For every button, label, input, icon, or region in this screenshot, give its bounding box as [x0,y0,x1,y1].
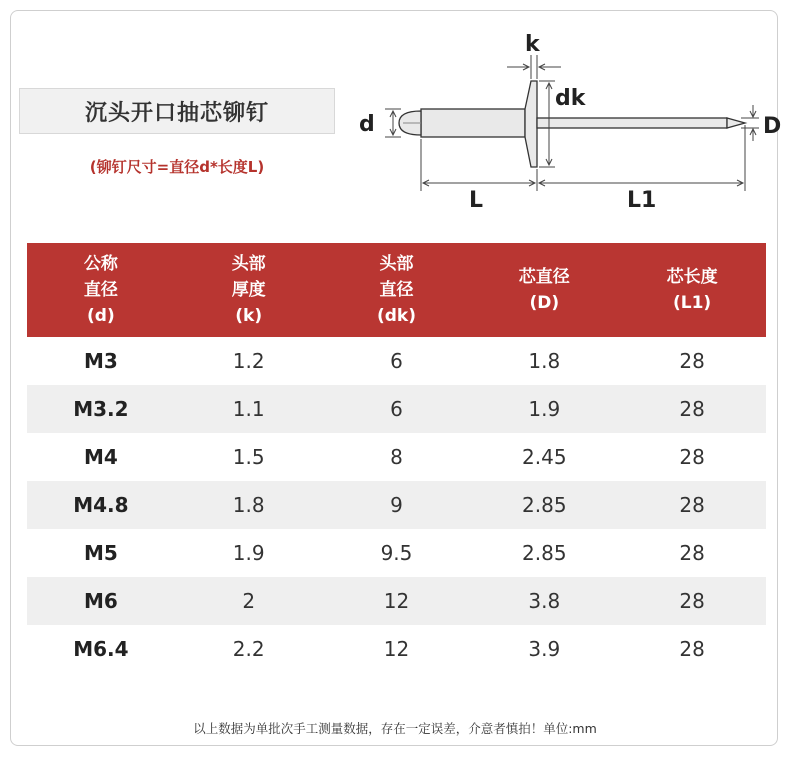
header-mandrel-length: 芯长度 (L1) [666,267,718,313]
table-row [27,625,766,673]
cell-D: 2.85 [522,541,567,565]
label-dk: dk [555,86,586,111]
cell-size: M6 [83,589,118,613]
cell-L1: 28 [679,445,705,469]
cell-dk: 9.5 [380,541,413,565]
cell-size: M3 [83,349,118,373]
table-row [27,337,766,385]
cell-D: 1.9 [528,397,561,421]
table-row [27,385,766,433]
cell-k: 1.1 [232,397,265,421]
cell-k: 1.9 [232,541,265,565]
product-title-box [19,88,335,134]
size-formula-note: (铆钉尺寸=直径d*长度L) [89,158,265,176]
cell-L1: 28 [679,397,705,421]
label-d: d [359,112,375,137]
label-k: k [525,32,540,57]
cell-k: 2.2 [232,637,265,661]
spec-table [27,243,766,673]
cell-size: M5 [83,541,118,565]
cell-D: 2.45 [522,445,567,469]
cell-dk: 8 [390,445,403,469]
table-row [27,577,766,625]
cell-L1: 28 [679,493,705,517]
measurement-disclaimer: 以上数据为单批次手工测量数据，存在一定误差，介意者慎拍！单位:mm [193,721,597,736]
rivet-dimension-diagram [341,25,782,215]
cell-size: M4.8 [73,493,129,517]
cell-k: 1.8 [232,493,265,517]
label-D: D [763,114,782,139]
cell-D: 3.8 [528,589,561,613]
cell-dk: 12 [383,589,410,613]
cell-size: M6.4 [73,637,129,661]
cell-k: 1.5 [232,445,265,469]
cell-size: M4 [83,445,118,469]
header-head-diameter: 头部 直径 (dk) [376,254,416,326]
cell-L1: 28 [679,589,705,613]
cell-L1: 28 [679,637,705,661]
table-row [27,529,766,577]
table-row [27,481,766,529]
product-title: 沉头开口抽芯铆钉 [84,100,269,126]
header-head-thickness: 头部 厚度 (k) [231,254,266,326]
header-nominal-diameter: 公称 直径 (d) [83,254,118,326]
cell-dk: 6 [390,397,403,421]
cell-L1: 28 [679,349,705,373]
cell-L1: 28 [679,541,705,565]
cell-dk: 12 [383,637,410,661]
cell-size: M3.2 [73,397,129,421]
cell-dk: 6 [390,349,403,373]
cell-D: 2.85 [522,493,567,517]
cell-k: 2 [242,589,256,613]
label-L: L [469,188,484,213]
spec-card [10,10,782,746]
label-L1: L1 [627,188,657,213]
cell-dk: 9 [390,493,403,517]
cell-k: 1.2 [232,349,265,373]
header-mandrel-diameter: 芯直径 (D) [518,267,570,313]
table-row [27,433,766,481]
table-header [27,243,766,337]
cell-D: 1.8 [528,349,561,373]
cell-D: 3.9 [528,637,561,661]
